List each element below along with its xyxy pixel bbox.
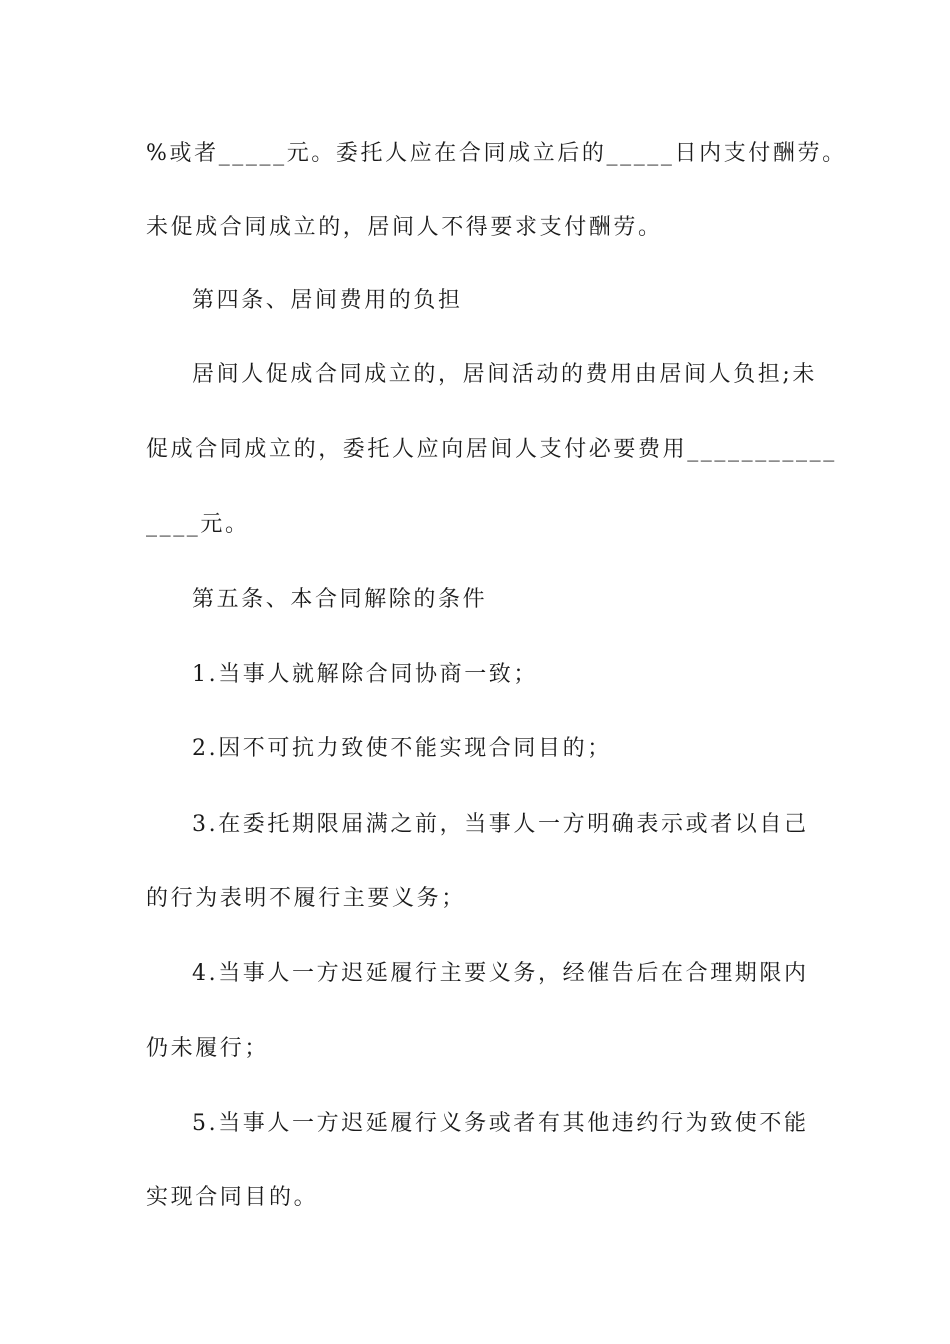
- list-item-4: 4.当事人一方迟延履行主要义务，经催告后在合理期限内: [192, 961, 809, 986]
- list-item-5-cont: 实现合同目的。: [146, 1185, 319, 1210]
- section-heading-5: 第五条、本合同解除的条件: [192, 587, 488, 612]
- list-item-1: 1.当事人就解除合同协商一致；: [192, 662, 538, 687]
- list-item-5: 5.当事人一方迟延履行义务或者有其他违约行为致使不能: [192, 1111, 809, 1136]
- text-line-5: 促成合同成立的，委托人应向居间人支付必要费用___________: [146, 437, 837, 462]
- text-line-2: 未促成合同成立的，居间人不得要求支付酬劳。: [146, 215, 663, 240]
- list-item-3: 3.在委托期限届满之前，当事人一方明确表示或者以自己: [192, 812, 809, 837]
- section-heading-4: 第四条、居间费用的负担: [192, 288, 463, 313]
- text-line-1: %或者_____元。委托人应在合同成立后的_____日内支付酬劳。: [146, 141, 847, 166]
- list-item-2: 2.因不可抗力致使不能实现合同目的；: [192, 736, 612, 761]
- list-item-3-cont: 的行为表明不履行主要义务；: [146, 886, 466, 911]
- list-item-4-cont: 仍未履行；: [146, 1036, 270, 1061]
- text-line-6: ____元。: [146, 512, 250, 537]
- text-line-4: 居间人促成合同成立的，居间活动的费用由居间人负担;未: [192, 362, 818, 387]
